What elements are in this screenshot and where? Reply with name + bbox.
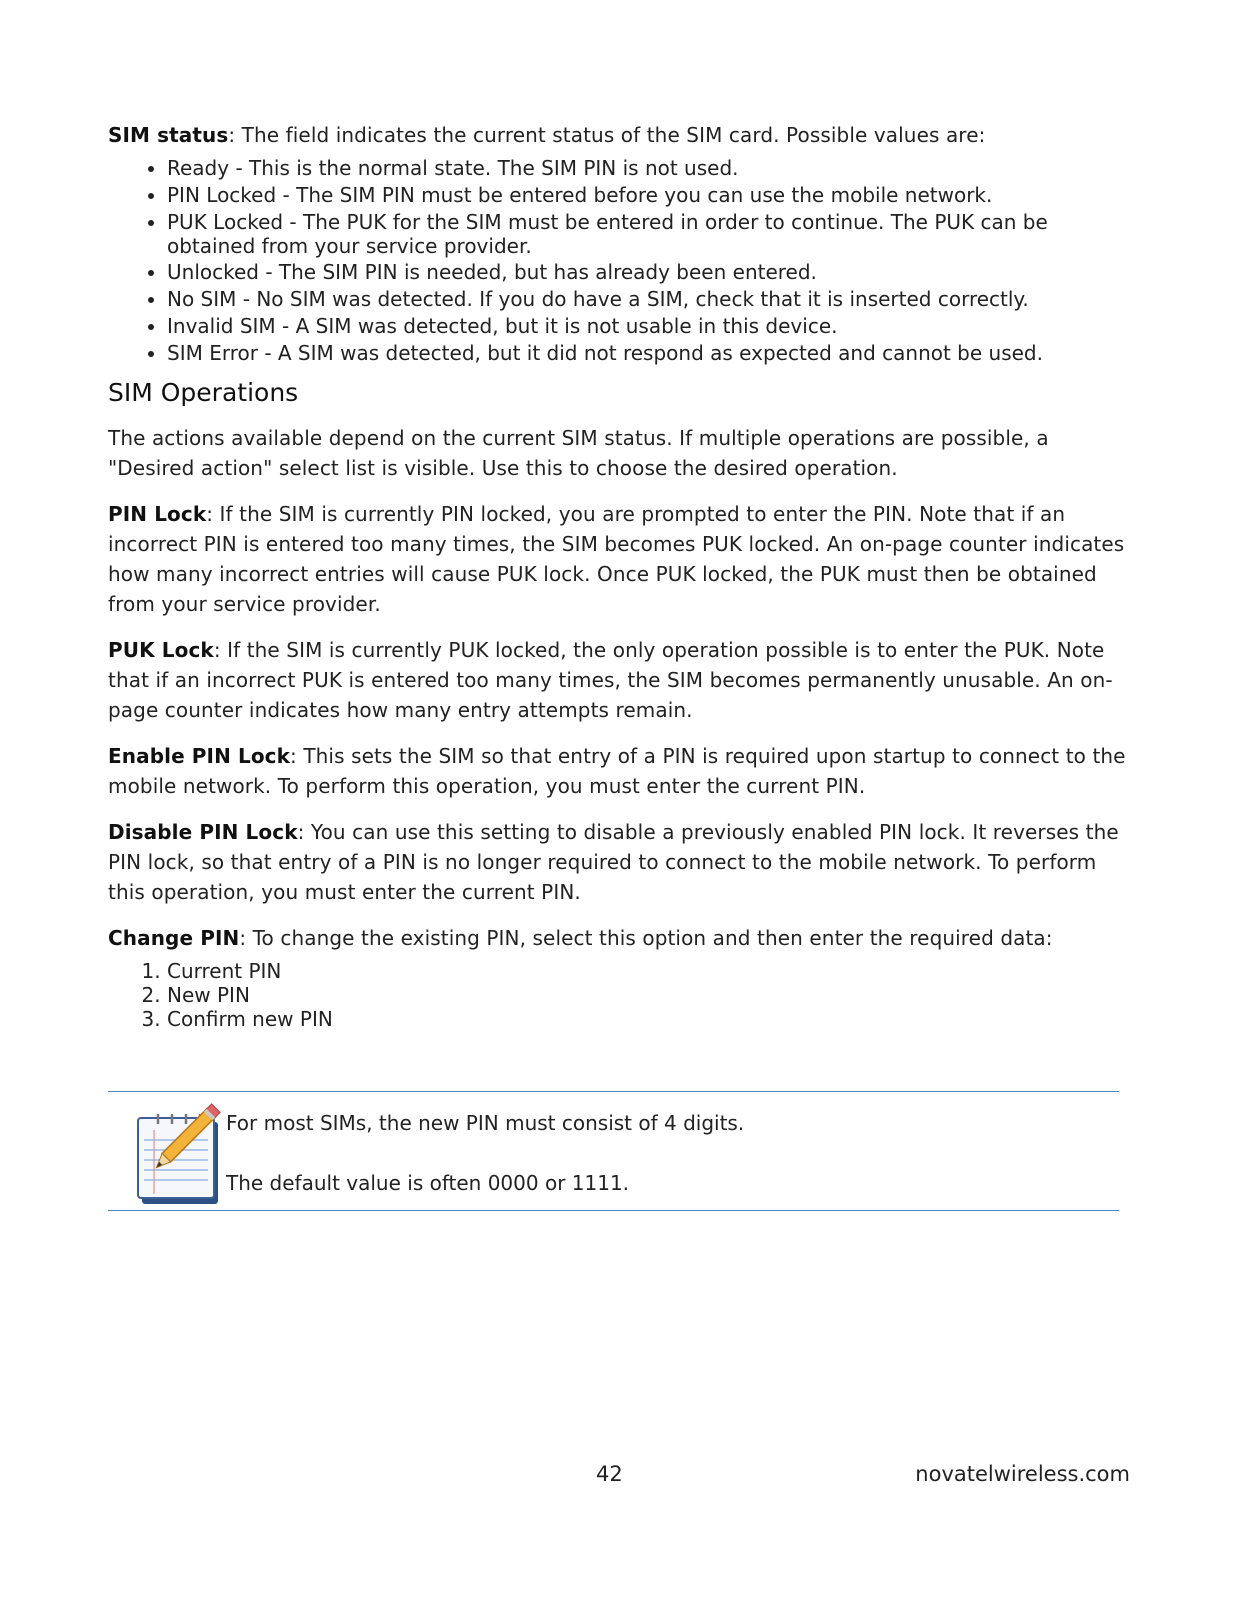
list-item: • PUK Locked - The PUK for the SIM must be entered in order to continue. The PUK can be obtained from your service provider.: [167, 210, 1128, 258]
list-item: • PIN Locked - The SIM PIN must be entered before you can use the mobile network.: [167, 183, 1128, 207]
puk-lock-term: PUK Lock: [108, 638, 214, 662]
page-number: 42: [596, 1462, 623, 1486]
disable-pin-lock-term: Disable PIN Lock: [108, 820, 298, 844]
list-item: 1. Current PIN: [167, 959, 1128, 983]
notepad-pencil-icon: [120, 1100, 224, 1204]
enable-pin-lock-paragraph: [108, 741, 1128, 801]
note-line-default-value: The default value is often 0000 or 1111.: [226, 1171, 630, 1195]
change-pin-paragraph: [108, 923, 1128, 953]
sim-status-paragraph: [108, 120, 1128, 150]
sim-status-text: : The field indicates the current status of the SIM card. Possible values are:: [228, 123, 986, 147]
enable-pin-lock-term: Enable PIN Lock: [108, 744, 291, 768]
disable-pin-lock-text: : You can use this setting to disable a previously enabled PIN lock. It reverses the PIN lock, so that entry of a PIN is no longer required to connect to the mobile network. To perform this operation, you must enter the current PIN.: [108, 820, 1119, 904]
list-item: • Invalid SIM - A SIM was detected, but it is not usable in this device.: [167, 314, 1128, 338]
puk-lock-paragraph: [108, 635, 1128, 725]
disable-pin-lock-paragraph: [108, 817, 1128, 907]
puk-lock-text: : If the SIM is currently PUK locked, the only operation possible is to enter the PUK. Note that if an incorrect PUK is entered too many times, the SIM becomes permanently unusable. An on-page counter indicates how many entry attempts remain.: [108, 638, 1113, 722]
note-text: [226, 1108, 744, 1198]
note-line-pin-digits: For most SIMs, the new PIN must consist of 4 digits.: [226, 1111, 745, 1135]
list-item: • No SIM - No SIM was detected. If you do have a SIM, check that it is inserted correctly.: [167, 287, 1128, 311]
change-pin-steps-list: [108, 959, 1128, 1031]
list-item: • Ready - This is the normal state. The SIM PIN is not used.: [167, 156, 1128, 180]
sim-operations-intro: The actions available depend on the current SIM status. If multiple operations are possible, a "Desired action" select list is visible. Use this to choose the desired operation.: [108, 426, 1049, 480]
list-item: • Unlocked - The SIM PIN is needed, but has already been entered.: [167, 260, 1128, 284]
sim-status-values-list: [108, 156, 1128, 365]
pin-lock-term: PIN Lock: [108, 502, 207, 526]
pin-lock-text: : If the SIM is currently PIN locked, you are prompted to enter the PIN. Note that if an incorrect PIN is entered too many times, the SIM becomes PUK locked. An on-page counter indicates how many incorrect entries will cause PUK lock. Once PUK locked, the PUK must then be obtained from your service provider.: [108, 502, 1125, 616]
change-pin-text: : To change the existing PIN, select this option and then enter the required data:: [239, 926, 1053, 950]
list-item: • SIM Error - A SIM was detected, but it did not respond as expected and cannot be used.: [167, 341, 1128, 365]
list-item: 2. New PIN: [167, 983, 1128, 1007]
footer-website: novatelwireless.com: [915, 1462, 1130, 1486]
list-item: 3. Confirm new PIN: [167, 1007, 1128, 1031]
pin-lock-paragraph: [108, 499, 1128, 619]
sim-status-term: SIM status: [108, 123, 229, 147]
page-content: [108, 120, 1128, 1043]
sim-operations-heading: SIM Operations: [108, 378, 299, 407]
enable-pin-lock-text: : This sets the SIM so that entry of a PIN is required upon startup to connect to the mobile network. To perform this operation, you must enter the current PIN.: [108, 744, 1126, 798]
note-box: [108, 1091, 1119, 1211]
change-pin-term: Change PIN: [108, 926, 240, 950]
